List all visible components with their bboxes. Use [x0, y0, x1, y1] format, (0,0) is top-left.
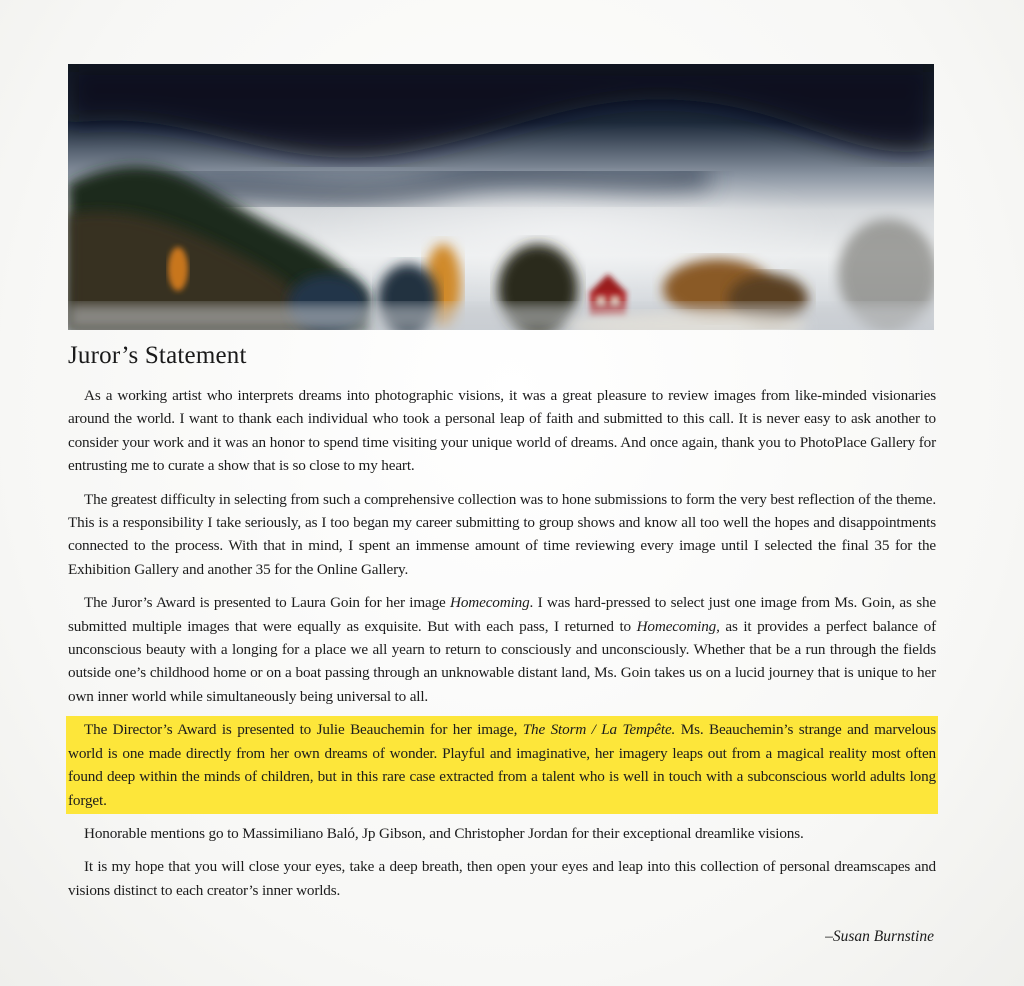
- award-image-title-repeat: Homecoming,: [636, 617, 720, 635]
- award-image-title: Homecoming: [450, 594, 530, 612]
- directors-award-image-title: The Storm / La Tempête.: [522, 721, 676, 739]
- paragraph-jurors-award: [68, 591, 936, 708]
- jurors-award-text-2: . I was hard-pressed to select just one image from Ms. Goin, as she submitted multiple images that were equally as exquisite. But with each pass, I returned to: [68, 594, 936, 635]
- paragraph-honorable-mentions: Honorable mentions go to Massimiliano Baló, Jp Gibson, and Christopher Jordan for their exceptional dreamlike visions.: [84, 824, 804, 842]
- banner-photo: [68, 64, 934, 330]
- paragraph-closing: It is my hope that you will close your eyes, take a deep breath, then open your eyes and leap into this collection of personal dreamscapes and visions distinct to each creator’s inner worlds.: [68, 858, 936, 899]
- directors-award-text-1: The Director’s Award is presented to Julie Beauchemin for her image,: [84, 721, 523, 739]
- jurors-award-text-3: as it provides a perfect balance of unconscious beauty with a longing for a place we all yearn to return to consciously and unconsciously. Whether that be a run through the fields outside one’s childhood home or on a boat passing through an unknowable distant land, Ms. Goin takes us on a lucid journey that is unique to her own inner world while simultaneously being universal to all.: [68, 617, 936, 705]
- directors-award-text-2: Ms. Beauchemin’s strange and marvelous world is one made directly from her own dreams of wonder. Playful and imaginative, her imagery leaps out from a magical reality most often found deep within the minds of children, but in this rare case extracted from a talent who is well in touch with a subconscious world adults long forget.: [68, 721, 936, 809]
- signature: –Susan Burnstine: [825, 928, 934, 945]
- paragraph-directors-award-highlighted: [68, 718, 936, 812]
- paragraph-selection: The greatest difficulty in selecting from such a comprehensive collection was to hone submissions to form the very best reflection of the theme. This is a responsibility I take seriously, as I too began my career submitting to group shows and know all too well the hopes and disappointments connected to the process. With that in mind, I spent an immense amount of time reviewing every image until I selected the final 35 for the Exhibition Gallery and another 35 for the Online Gallery.: [68, 490, 936, 578]
- paragraph-intro: As a working artist who interprets dreams into photographic visions, it was a great pleasure to review images from like-minded visionaries around the world. I want to thank each individual who took a personal leap of faith and submitted to this call. It is never easy to ask another to consider your work and it was an honor to spend time visiting your unique world of dreams. And once again, thank you to PhotoPlace Gallery for entrusting me to curate a show that is so close to my heart.: [68, 387, 936, 475]
- statement-body: [68, 384, 936, 912]
- jurors-award-text-1: The Juror’s Award is presented to Laura Goin for her image: [84, 594, 451, 612]
- page-title: Juror’s Statement: [68, 342, 247, 369]
